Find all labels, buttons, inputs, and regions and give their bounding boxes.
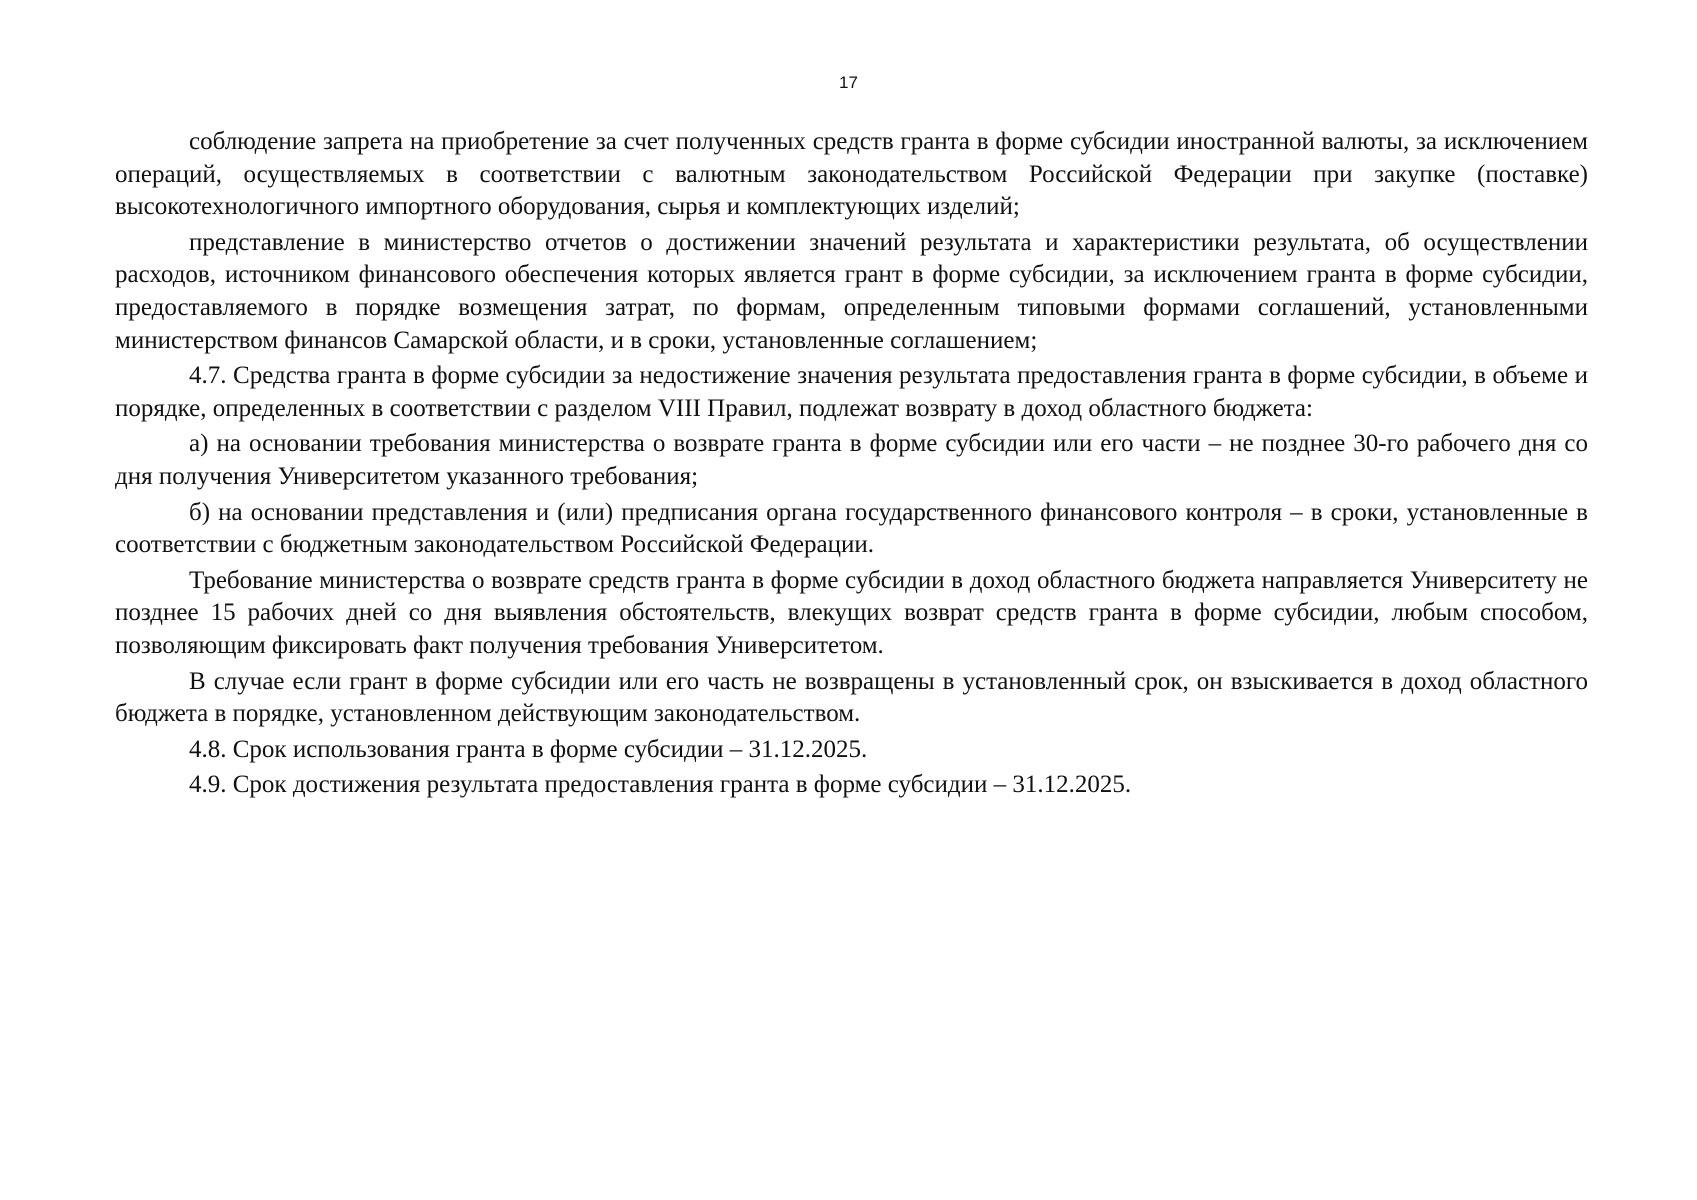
document-body — [115, 126, 1588, 802]
paragraph-4-7-b: б) на основании представления и (или) предписания органа государственного финансового контроля – в сроки, установленные в соответствии с бюджетным законодательством Российской Федерации. — [115, 498, 1588, 559]
page-number: 17 — [839, 73, 858, 92]
paragraph-reporting: представление в министерство отчетов о достижении значений результата и характеристики результата, об осуществлении расходов, источником финансового обеспечения которых является грант в форме субсидии, за исключением гранта в форме субсидии, предоставляемого в порядке возмещения затрат, по формам, определенным типовыми формами соглашений, установленными министерством финансов Самарской области, и в сроки, установленные соглашением; — [115, 228, 1588, 354]
paragraph-4-8: 4.8. Срок использования гранта в форме субсидии – 31.12.2025. — [189, 735, 868, 763]
paragraph-recovery: В случае если грант в форме субсидии или его часть не возвращены в установленный срок, он взыскивается в доход областного бюджета в порядке, установленном действующим законодательством. — [115, 667, 1588, 728]
paragraph-4-9: 4.9. Срок достижения результата предоставления гранта в форме субсидии – 31.12.2025. — [189, 771, 1132, 799]
paragraph-return-requirement: Требование министерства о возврате средств гранта в форме субсидии в доход областного бюджета направляется Университету не позднее 15 рабочих дней со дня выявления обстоятельств, влекущих возврат средств гранта в форме субсидии, любым способом, позволяющим фиксировать факт получения требования Университетом. — [115, 566, 1588, 659]
paragraph-4-7: 4.7. Средства гранта в форме субсидии за недостижение значения результата предоставления гранта в форме субсидии, в объеме и порядке, определенных в соответствии с разделом VIII Правил, подлежат возврату в доход областного бюджета: — [115, 362, 1588, 422]
paragraph-4-7-a: а) на основании требования министерства о возврате гранта в форме субсидии или его части – не позднее 30-го рабочего дня со дня получения Университетом указанного требования; — [115, 430, 1588, 490]
paragraph-currency-ban: соблюдение запрета на приобретение за счет полученных средств гранта в форме субсидии иностранной валюты, за исключением операций, осуществляемых в соответствии с валютным законодательством Российской Федерации при закупке (поставке) высокотехнологичного импортного оборудования, сырья и комплектующих изделий; — [115, 128, 1588, 221]
